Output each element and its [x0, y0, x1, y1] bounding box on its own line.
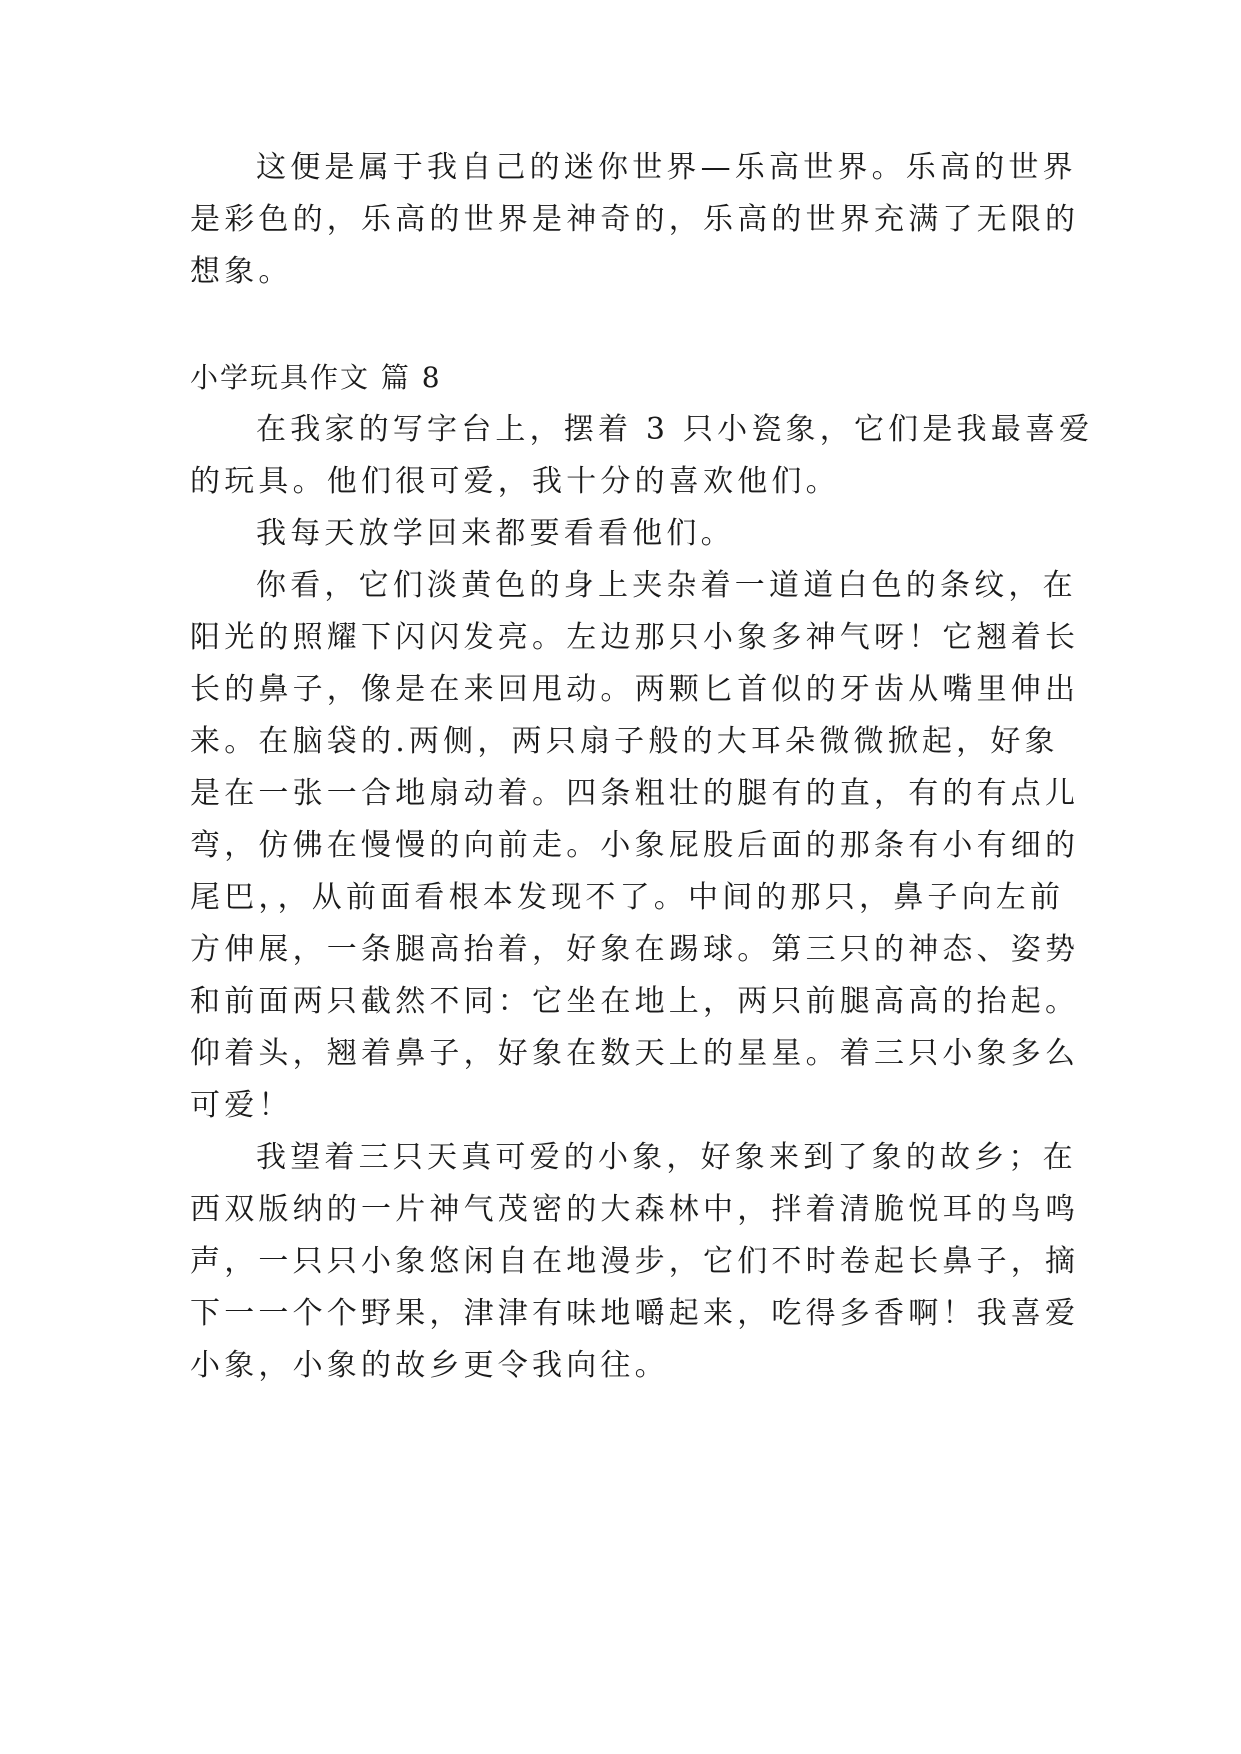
paragraph-5-line-5: 小象，小象的故乡更令我向往。 [190, 1348, 669, 1383]
paragraph-4-line-5: 是在一张一合地扇动着。四条粗壮的腿有的直，有的有点儿 [190, 776, 1080, 811]
paragraph-4-line-3: 长的鼻子，像是在来回甩动。两颗匕首似的牙齿从嘴里伸出 [190, 672, 1080, 707]
paragraph-4-line-9: 和前面两只截然不同：它坐在地上，两只前腿高高的抬起。 [190, 984, 1080, 1019]
paragraph-5-line-1: 我望着三只天真可爱的小象，好象来到了象的故乡；在 [256, 1140, 1077, 1175]
paragraph-4-line-7: 尾巴，，从前面看根本发现不了。中间的那只，鼻子向左前 [190, 880, 1065, 915]
paragraph-5-line-3: 声，一只只小象悠闲自在地漫步，它们不时卷起长鼻子，摘 [190, 1244, 1080, 1279]
paragraph-4-line-10: 仰着头，翘着鼻子，好象在数天上的星星。着三只小象多么 [190, 1036, 1080, 1071]
paragraph-2-line-2: 的玩具。他们很可爱，我十分的喜欢他们。 [190, 464, 840, 499]
section-heading: 小学玩具作文 篇 8 [190, 361, 442, 394]
paragraph-4-line-1: 你看，它们淡黄色的身上夹杂着一道道白色的条纹，在 [256, 568, 1077, 603]
paragraph-5-line-4: 下一一个个野果，津津有味地嚼起来，吃得多香啊！我喜爱 [190, 1296, 1080, 1331]
paragraph-4-line-2: 阳光的照耀下闪闪发亮。左边那只小象多神气呀！它翘着长 [190, 620, 1080, 655]
paragraph-2-line-1: 在我家的写字台上，摆着 3 只小瓷象，它们是我最喜爱 [256, 412, 1094, 447]
paragraph-1-line-3: 想象。 [190, 254, 293, 289]
paragraph-1-line-1: 这便是属于我自己的迷你世界—乐高世界。乐高的世界 [256, 150, 1077, 185]
paragraph-4-line-11: 可爱！ [190, 1088, 293, 1123]
paragraph-3-line-1: 我每天放学回来都要看看他们。 [256, 516, 735, 551]
paragraph-5-line-2: 西双版纳的一片神气茂密的大森林中，拌着清脆悦耳的鸟鸣 [190, 1192, 1080, 1227]
paragraph-1-line-2: 是彩色的，乐高的世界是神奇的，乐高的世界充满了无限的 [190, 202, 1080, 237]
paragraph-4-line-8: 方伸展，一条腿高抬着，好象在踢球。第三只的神态、姿势 [190, 932, 1080, 967]
paragraph-4-line-6: 弯，仿佛在慢慢的向前走。小象屁股后面的那条有小有细的 [190, 828, 1080, 863]
paragraph-4-line-4: 来。在脑袋的.两侧，两只扇子般的大耳朵微微掀起，好象 [190, 724, 1059, 759]
